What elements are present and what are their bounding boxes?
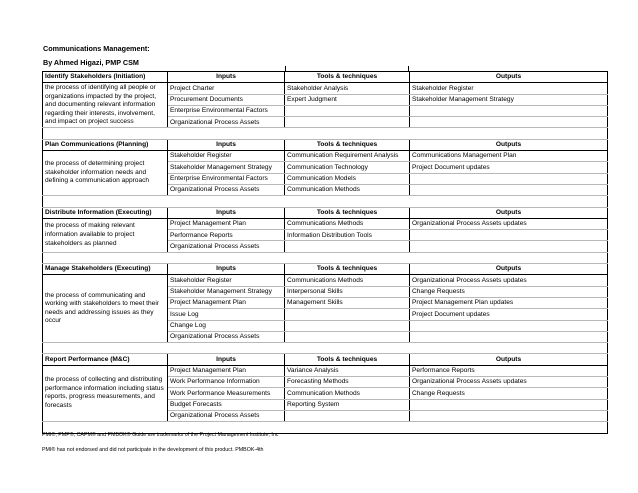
input-cell: Project Management Plan <box>168 297 285 308</box>
tool-cell <box>285 410 410 421</box>
tool-cell: Variance Analysis <box>285 365 410 376</box>
tool-cell <box>285 241 410 252</box>
tool-cell: Forecasting Methods <box>285 377 410 388</box>
tool-cell <box>285 331 410 342</box>
section-spacer <box>43 252 608 263</box>
spacer-cell <box>285 252 410 263</box>
tools-header: Tools & techniques <box>285 354 410 365</box>
tool-cell: Communication Models <box>285 173 410 184</box>
outputs-header: Outputs <box>410 264 608 275</box>
output-cell: Stakeholder Register <box>410 83 608 94</box>
output-cell: Organizational Process Assets updates <box>410 275 608 286</box>
table-row <box>43 218 608 229</box>
table-row <box>43 365 608 376</box>
spacer-cell <box>168 128 285 139</box>
section-header <box>43 72 608 83</box>
output-cell <box>410 241 608 252</box>
tools-header: Tools & techniques <box>285 139 410 150</box>
input-cell: Organizational Process Assets <box>168 184 285 195</box>
tool-cell: Stakeholder Analysis <box>285 83 410 94</box>
output-cell <box>410 105 608 116</box>
table-row <box>43 151 608 162</box>
section-header <box>43 264 608 275</box>
spacer-cell <box>43 128 168 139</box>
output-cell: Project Document updates <box>410 162 608 173</box>
spacer-cell <box>285 196 410 207</box>
outputs-header: Outputs <box>410 207 608 218</box>
spacer-cell <box>43 252 168 263</box>
inputs-header: Inputs <box>168 207 285 218</box>
process-description: the process of determining project stakeholder information needs and defining a communication approach <box>43 151 168 196</box>
input-cell: Work Performance Information <box>168 377 285 388</box>
spacer-cell <box>410 128 608 139</box>
spacer-cell <box>410 252 608 263</box>
output-cell: Performance Reports <box>410 365 608 376</box>
tool-cell: Communications Methods <box>285 275 410 286</box>
output-cell: Change Requests <box>410 286 608 297</box>
spacer-cell <box>285 422 410 433</box>
section-spacer <box>43 343 608 354</box>
output-cell <box>410 399 608 410</box>
input-cell: Enterprise Environmental Factors <box>168 105 285 116</box>
section-header <box>43 207 608 218</box>
output-cell <box>410 184 608 195</box>
input-cell: Stakeholder Register <box>168 151 285 162</box>
inputs-header: Inputs <box>168 72 285 83</box>
input-cell: Budget Forecasts <box>168 399 285 410</box>
spacer-cell <box>43 343 168 354</box>
spacer-cell <box>168 252 285 263</box>
process-description: the process of collecting and distributing performance information including status reports, progress measurements, and forecasts <box>43 365 168 421</box>
process-name: Manage Stakeholders (Executing) <box>43 264 168 275</box>
input-cell: Performance Reports <box>168 230 285 241</box>
input-cell: Organizational Process Assets <box>168 331 285 342</box>
input-cell: Change Log <box>168 320 285 331</box>
tools-header: Tools & techniques <box>285 207 410 218</box>
tool-cell <box>285 117 410 128</box>
tool-cell: Reporting System <box>285 399 410 410</box>
output-cell <box>410 173 608 184</box>
output-cell <box>410 230 608 241</box>
tool-cell: Management Skills <box>285 297 410 308</box>
process-description: the process of making relevant information available to project stakeholders as planned <box>43 218 168 252</box>
section-header <box>43 354 608 365</box>
tool-cell: Information Distribution Tools <box>285 230 410 241</box>
section-spacer <box>43 128 608 139</box>
output-cell: Project Management Plan updates <box>410 297 608 308</box>
document-author: By Ahmed Higazi, PMP CSM <box>43 58 139 67</box>
tool-cell: Communication Technology <box>285 162 410 173</box>
tools-header: Tools & techniques <box>285 264 410 275</box>
section-spacer <box>43 196 608 207</box>
document-title: Communications Management: <box>43 44 150 53</box>
input-cell: Organizational Process Assets <box>168 410 285 421</box>
tool-cell: Interpersonal Skills <box>285 286 410 297</box>
trademark-notice: PMI®, PMP®, CAPM® and PMBOK® Guide are trademarks of the Project Management Institute, Inc <box>42 432 279 438</box>
outputs-header: Outputs <box>410 354 608 365</box>
spacer-cell <box>285 128 410 139</box>
process-name: Plan Communications (Planning) <box>43 139 168 150</box>
spacer-cell <box>410 196 608 207</box>
input-cell: Work Performance Measurements <box>168 388 285 399</box>
output-cell: Change Requests <box>410 388 608 399</box>
spacer-cell <box>410 343 608 354</box>
inputs-header: Inputs <box>168 264 285 275</box>
input-cell: Project Management Plan <box>168 218 285 229</box>
input-cell: Project Charter <box>168 83 285 94</box>
output-cell: Communications Management Plan <box>410 151 608 162</box>
output-cell: Stakeholder Management Strategy <box>410 94 608 105</box>
table-row <box>43 275 608 286</box>
inputs-header: Inputs <box>168 139 285 150</box>
input-cell: Organizational Process Assets <box>168 241 285 252</box>
section-header <box>43 139 608 150</box>
tool-cell <box>285 309 410 320</box>
process-description: the process of communicating and working with stakeholders to meet their needs and addressing issues as they occur <box>43 275 168 343</box>
outputs-header: Outputs <box>410 139 608 150</box>
tool-cell: Communications Methods <box>285 218 410 229</box>
input-cell: Project Management Plan <box>168 365 285 376</box>
input-cell: Enterprise Environmental Factors <box>168 173 285 184</box>
tool-cell: Communication Requirement Analysis <box>285 151 410 162</box>
input-cell: Organizational Process Assets <box>168 117 285 128</box>
input-cell: Issue Log <box>168 309 285 320</box>
tool-cell: Expert Judgment <box>285 94 410 105</box>
process-description: the process of identifying all people or organizations impacted by the project, and documenting relevant information regarding their interests, involvement, and impact on project success <box>43 83 168 128</box>
process-name: Identify Stakeholders (Initiation) <box>43 72 168 83</box>
process-name: Distribute Information (Executing) <box>43 207 168 218</box>
tool-cell <box>285 105 410 116</box>
endorsement-notice: PMI® has not endorsed and did not participate in the development of this product. PMBOK-4th <box>42 447 264 453</box>
spacer-cell <box>168 343 285 354</box>
output-cell: Organizational Process Assets updates <box>410 218 608 229</box>
output-cell <box>410 410 608 421</box>
table-row <box>43 83 608 94</box>
input-cell: Stakeholder Management Strategy <box>168 162 285 173</box>
process-name: Report Performance (M&C) <box>43 354 168 365</box>
process-table <box>42 71 607 434</box>
inputs-header: Inputs <box>168 354 285 365</box>
spacer-cell <box>168 196 285 207</box>
tool-cell <box>285 320 410 331</box>
tool-cell: Communication Methods <box>285 388 410 399</box>
input-cell: Stakeholder Management Strategy <box>168 286 285 297</box>
tool-cell: Communication Methods <box>285 184 410 195</box>
spacer-cell <box>285 343 410 354</box>
tools-header: Tools & techniques <box>285 72 410 83</box>
input-cell: Procurement Documents <box>168 94 285 105</box>
input-cell: Stakeholder Register <box>168 275 285 286</box>
output-cell: Project Document updates <box>410 309 608 320</box>
output-cell: Organizational Process Assets updates <box>410 377 608 388</box>
spacer-cell <box>43 196 168 207</box>
spacer-cell <box>410 422 608 433</box>
output-cell <box>410 117 608 128</box>
output-cell <box>410 331 608 342</box>
outputs-header: Outputs <box>410 72 608 83</box>
output-cell <box>410 320 608 331</box>
